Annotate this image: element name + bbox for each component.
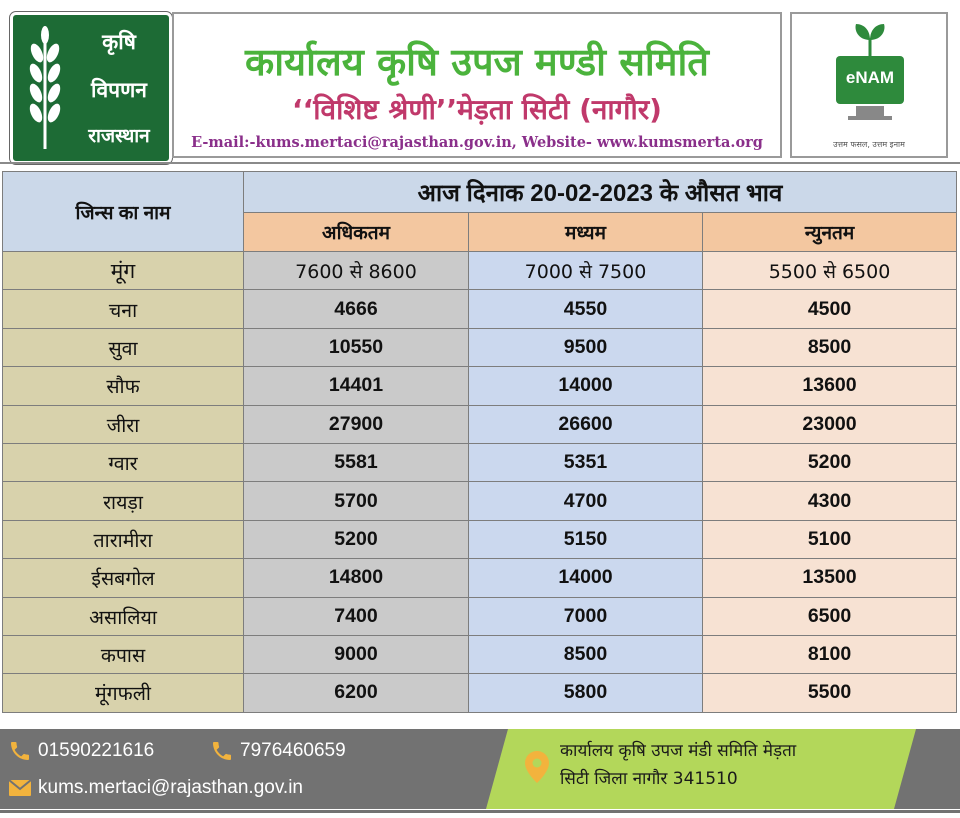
min-price-cell: 13500 [703, 559, 957, 597]
commodity-name-cell: ईसबगोल [3, 559, 244, 597]
max-price-cell: 6200 [244, 674, 469, 712]
mid-price-cell: 7000 [469, 597, 703, 635]
max-price-cell: 7400 [244, 597, 469, 635]
min-price-cell: 8100 [703, 635, 957, 673]
min-price-cell: 4500 [703, 290, 957, 328]
table-title: आज दिनाक 20-02-2023 के औसत भाव [244, 172, 957, 213]
commodity-name-cell: ग्वार [3, 443, 244, 481]
table-row [3, 597, 957, 635]
table-row [3, 328, 957, 366]
enam-tagline: उत्तम फसल, उत्तम इनाम [833, 140, 905, 149]
phone-icon [210, 739, 234, 763]
table-row [3, 443, 957, 481]
table-row [3, 520, 957, 558]
mid-price-cell: 8500 [469, 635, 703, 673]
table-row [3, 252, 957, 290]
phone-contact-1[interactable] [8, 739, 154, 763]
monitor-base [848, 116, 892, 120]
commodity-name-cell: मूंगफली [3, 674, 244, 712]
mid-price-cell: 14000 [469, 559, 703, 597]
commodity-name-header: जिन्स का नाम [3, 172, 244, 252]
max-price-cell: 14800 [244, 559, 469, 597]
table-row [3, 290, 957, 328]
min-price-cell: 5500 से 6500 [703, 252, 957, 290]
logo-text-line-3: राजस्थान [88, 125, 150, 147]
price-table [2, 171, 957, 713]
min-price-cell: 4300 [703, 482, 957, 520]
max-price-cell: 4666 [244, 290, 469, 328]
min-price-cell: 5100 [703, 520, 957, 558]
location-pin-icon [525, 751, 549, 783]
enam-label: eNAM [845, 68, 895, 87]
mid-price-cell: 5800 [469, 674, 703, 712]
monitor-stand [856, 106, 884, 116]
table-row [3, 635, 957, 673]
mid-price-header: मध्यम [469, 213, 703, 252]
min-price-cell: 6500 [703, 597, 957, 635]
max-price-cell: 5700 [244, 482, 469, 520]
max-price-header: अधिकतम [244, 213, 469, 252]
min-price-cell: 8500 [703, 328, 957, 366]
min-price-header: न्युनतम [703, 213, 957, 252]
email-contact[interactable] [8, 777, 303, 799]
table-row [3, 674, 957, 712]
commodity-name-cell: सुवा [3, 328, 244, 366]
max-price-cell: 27900 [244, 405, 469, 443]
mid-price-cell: 14000 [469, 367, 703, 405]
address-line-1: कार्यालय कृषि उपज मंडी समिति मेड़ता [560, 741, 797, 761]
min-price-cell: 5500 [703, 674, 957, 712]
commodity-name-cell: जीरा [3, 405, 244, 443]
min-price-cell: 13600 [703, 367, 957, 405]
commodity-name-cell: चना [3, 290, 244, 328]
max-price-cell: 7600 से 8600 [244, 252, 469, 290]
max-price-cell: 9000 [244, 635, 469, 673]
phone-number-2: 7976460659 [240, 740, 346, 761]
commodity-name-cell: रायड़ा [3, 482, 244, 520]
mid-price-cell: 5150 [469, 520, 703, 558]
page-subtitle: ‘‘विशिष्ट श्रेणी’’मेड़ता सिटी (नागौर) [292, 93, 662, 126]
mid-price-cell: 26600 [469, 405, 703, 443]
mid-price-cell: 4700 [469, 482, 703, 520]
commodity-name-cell: कपास [3, 635, 244, 673]
krishi-vipanan-logo [10, 12, 172, 164]
phone-number-1: 01590221616 [38, 740, 155, 761]
contact-line[interactable]: E-mail:-kums.mertaci@rajasthan.gov.in, Website- www.kumsmerta.org [191, 134, 763, 151]
wheat-icon [19, 25, 71, 151]
phone-contact-2[interactable] [210, 739, 346, 763]
header [0, 0, 960, 168]
table-row [3, 482, 957, 520]
commodity-name-cell: तारामीरा [3, 520, 244, 558]
page-title: कार्यालय कृषि उपज मण्डी समिति [245, 40, 709, 84]
mid-price-cell: 5351 [469, 443, 703, 481]
footer-underline [0, 810, 960, 813]
logo-text-line-2: विपणन [91, 78, 147, 102]
address-line-2: सिटी जिला नागौर 341510 [560, 769, 738, 789]
sprout-icon [850, 22, 890, 58]
commodity-name-cell: मूंग [3, 252, 244, 290]
mail-icon [8, 779, 32, 797]
commodity-name-cell: असालिया [3, 597, 244, 635]
max-price-cell: 5200 [244, 520, 469, 558]
table-row [3, 559, 957, 597]
title-box [172, 12, 782, 158]
phone-icon [8, 739, 32, 763]
enam-logo [790, 12, 948, 158]
max-price-cell: 14401 [244, 367, 469, 405]
max-price-cell: 5581 [244, 443, 469, 481]
mid-price-cell: 9500 [469, 328, 703, 366]
header-divider [0, 162, 960, 164]
logo-text-line-1: कृषि [102, 30, 136, 54]
table-row [3, 405, 957, 443]
mid-price-cell: 4550 [469, 290, 703, 328]
commodity-name-cell: सौफ [3, 367, 244, 405]
mid-price-cell: 7000 से 7500 [469, 252, 703, 290]
table-row [3, 367, 957, 405]
min-price-cell: 5200 [703, 443, 957, 481]
email-address: kums.mertaci@rajasthan.gov.in [38, 777, 303, 798]
min-price-cell: 23000 [703, 405, 957, 443]
max-price-cell: 10550 [244, 328, 469, 366]
footer [0, 729, 960, 818]
office-address [560, 737, 890, 793]
